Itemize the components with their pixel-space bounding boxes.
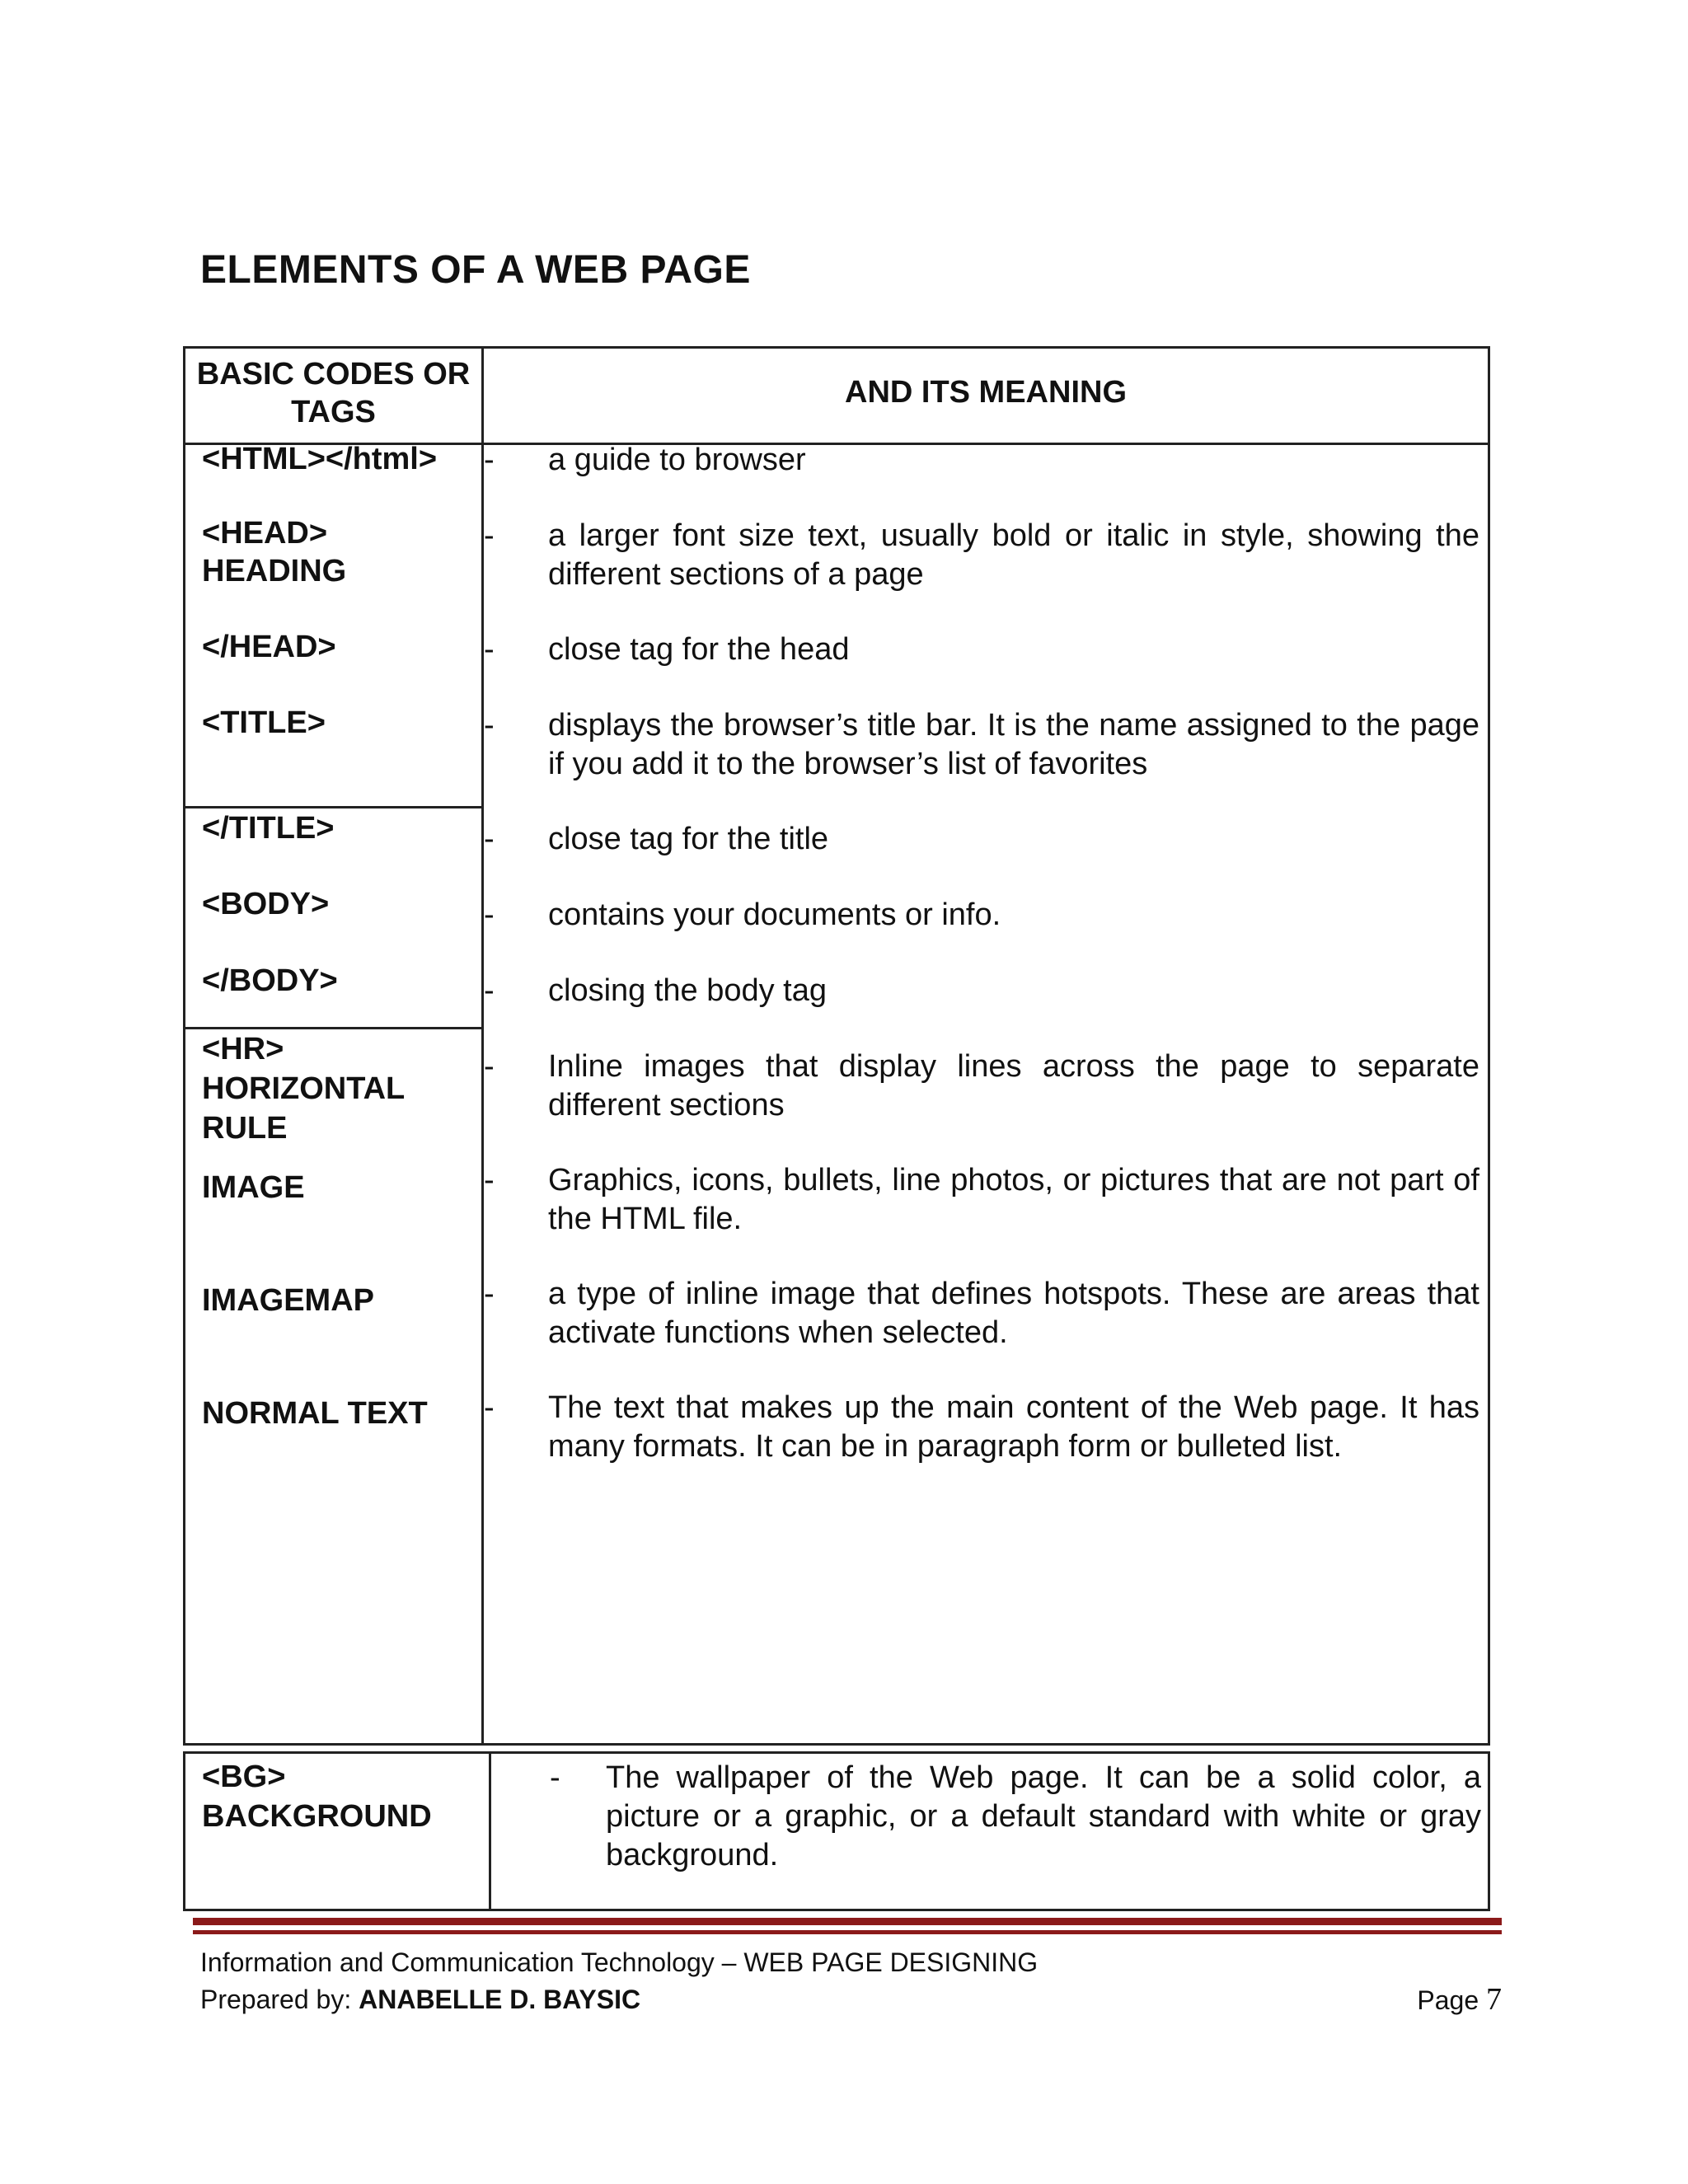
background-table bbox=[183, 1751, 1490, 1911]
footer-rule-thin bbox=[193, 1930, 1502, 1934]
tag-head: <HEAD> bbox=[202, 516, 328, 551]
column-divider bbox=[481, 349, 484, 1743]
meaning-head-close: - close tag for the head bbox=[484, 632, 850, 667]
prepared-by-label: Prepared by: bbox=[200, 1985, 359, 2014]
page-title: ELEMENTS OF A WEB PAGE bbox=[200, 248, 751, 292]
tag-bg: <BG> bbox=[202, 1760, 286, 1794]
meaning-normal-text: - The text that makes up the main content of the Web page. It has many formats. It can be in paragraph form or bulleted list. bbox=[484, 1390, 1479, 1464]
elements-table bbox=[183, 346, 1490, 1746]
meaning-image: - Graphics, icons, bullets, line photos, or pictures that are not part of the HTML file. bbox=[484, 1163, 1479, 1236]
meaning-title-close: - close tag for the title bbox=[484, 822, 829, 856]
tag-body: <BODY> bbox=[202, 887, 330, 921]
tag-background: BACKGROUND bbox=[202, 1799, 432, 1834]
header-left: BASIC CODES OR TAGS bbox=[196, 357, 471, 429]
tag-body-close: </BODY> bbox=[202, 963, 338, 998]
tag-image: IMAGE bbox=[202, 1170, 305, 1205]
tag-title: <TITLE> bbox=[202, 705, 326, 740]
meaning-hr: - Inline images that display lines across the page to separate different sections bbox=[484, 1049, 1479, 1122]
footer-rule-thick bbox=[193, 1918, 1502, 1925]
author-name: ANABELLE D. BAYSIC bbox=[359, 1985, 641, 2014]
page-label: Page bbox=[1417, 1985, 1486, 2015]
header-right: AND ITS MEANING bbox=[845, 375, 1127, 410]
meaning-html: - a guide to browser bbox=[484, 443, 806, 477]
tag-head-close: </HEAD> bbox=[202, 630, 336, 664]
tag-hr: <HR> bbox=[202, 1032, 284, 1066]
meaning-background: - The wallpaper of the Web page. It can be a solid color, a picture or a graphic, or a default standard with white or gray background. bbox=[550, 1760, 1481, 1872]
meaning-heading: - a larger font size text, usually bold or italic in style, showing the different sections of a page bbox=[484, 518, 1479, 592]
page-number bbox=[1417, 1981, 1502, 2018]
meaning-body: - contains your documents or info. bbox=[484, 898, 1001, 932]
tag-normal-text: NORMAL TEXT bbox=[202, 1396, 428, 1431]
meaning-title: - displays the browser’s title bar. It is the name assigned to the page if you add it to the browser’s list of favorites bbox=[484, 708, 1479, 781]
tag-imagemap: IMAGEMAP bbox=[202, 1283, 374, 1318]
tag-html: <HTML></html> bbox=[202, 442, 438, 476]
tag-title-close: </TITLE> bbox=[202, 811, 335, 846]
footer-prepared-by bbox=[200, 1985, 640, 2015]
meaning-imagemap: - a type of inline image that defines hotspots. These are areas that activate functions when selected. bbox=[484, 1277, 1479, 1350]
footer-course: Information and Communication Technology – WEB PAGE DESIGNING bbox=[200, 1947, 1039, 1977]
bg-column-divider bbox=[489, 1754, 491, 1909]
tag-rule: RULE bbox=[202, 1111, 288, 1146]
meaning-body-close: - closing the body tag bbox=[484, 973, 828, 1008]
tag-horizontal: HORIZONTAL bbox=[202, 1071, 406, 1106]
page-number-value: 7 bbox=[1486, 1982, 1502, 2017]
tag-heading: HEADING bbox=[202, 554, 347, 588]
